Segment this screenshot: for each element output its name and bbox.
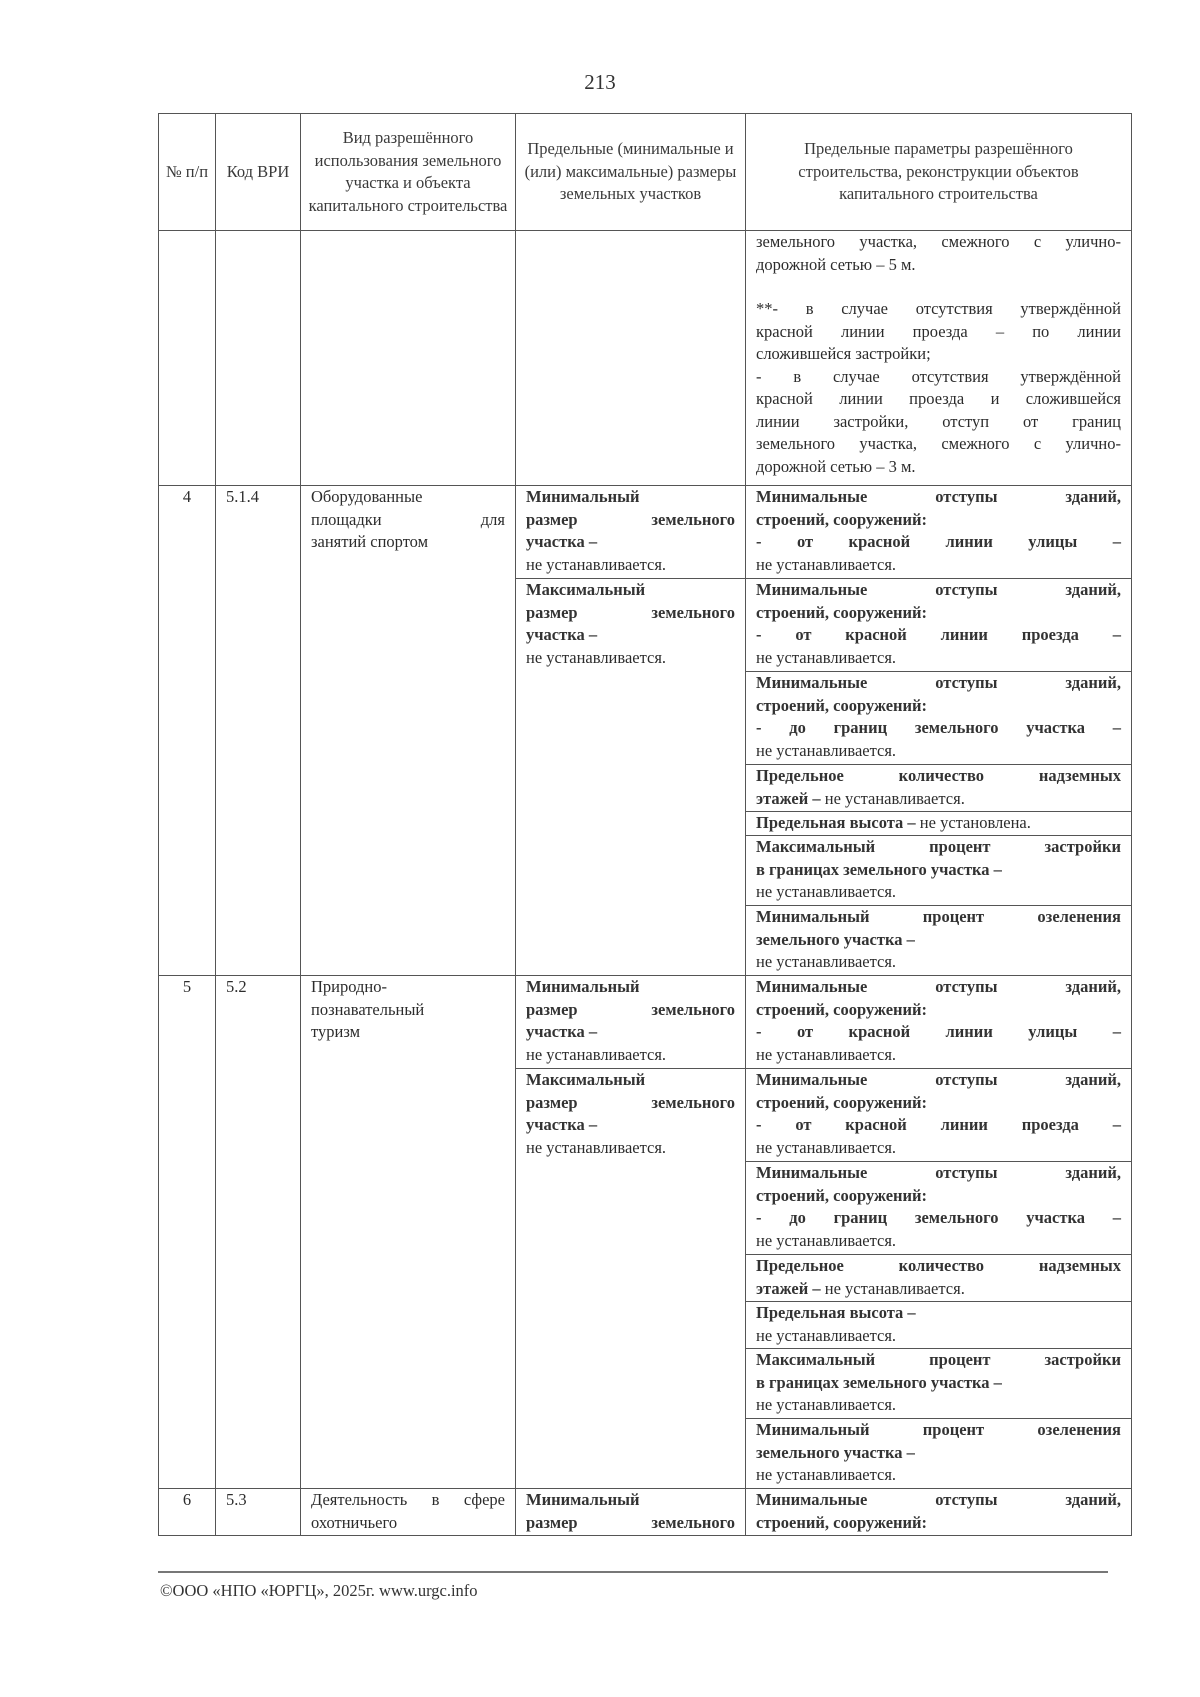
continuation-cell: земельного участка, смежного с улично- дорожной сетью – 5 м. **- в случае отсутствия утверждённой красной линии проезда – по линии сложившейся застройки; - в случае отсутствия утверждённой красной линии проезда и сложившейся линии застройки, отступ от границ земельного участка, смежного с улично- дорожной сетью – 3 м. bbox=[746, 231, 1132, 486]
row-number: 6 bbox=[159, 1489, 216, 1536]
min-plot-size: Минимальный размер земельного bbox=[516, 1489, 746, 1536]
param-setback-boundary: Минимальные отступы зданий, строений, сооружений: - до границ земельного участка – не устанавливается. bbox=[746, 1162, 1132, 1255]
footer-copyright: ©ООО «НПО «ЮРГЦ», 2025г. www.urgc.info bbox=[160, 1581, 478, 1600]
header-code: Код ВРИ bbox=[216, 114, 301, 231]
param-height: Предельная высота – не установлена. bbox=[746, 812, 1132, 836]
row-number: 4 bbox=[159, 486, 216, 976]
header-plot-sizes: Предельные (минимальные и (или) максимальные) размеры земельных участков bbox=[516, 114, 746, 231]
min-plot-size: Минимальный размер земельного участка – не устанавливается. bbox=[516, 486, 746, 579]
header-number: № п/п bbox=[159, 114, 216, 231]
regulations-table bbox=[158, 113, 1132, 1536]
min-plot-size: Минимальный размер земельного участка – не устанавливается. bbox=[516, 976, 746, 1069]
table-row bbox=[159, 486, 1132, 579]
row-code: 5.1.4 bbox=[216, 486, 301, 976]
param-green-percent: Минимальный процент озеленения земельного участка – не устанавливается. bbox=[746, 906, 1132, 976]
param-build-percent: Максимальный процент застройки в границах земельного участка – не устанавливается. bbox=[746, 1349, 1132, 1419]
header-parameters: Предельные параметры разрешённого строительства, реконструкции объектов капитального строительства bbox=[746, 114, 1132, 231]
page-number: 213 bbox=[584, 70, 616, 94]
table-row-continuation bbox=[159, 231, 1132, 486]
max-plot-size: Максимальный размер земельного участка – не устанавливается. bbox=[516, 1069, 746, 1489]
row-use-name: Деятельность в сфере охотничьего bbox=[301, 1489, 516, 1536]
row-use-name: Оборудованные площадки для занятий спортом bbox=[301, 486, 516, 976]
param-green-percent: Минимальный процент озеленения земельного участка – не устанавливается. bbox=[746, 1419, 1132, 1489]
param-setback-street: Минимальные отступы зданий, строений, сооружений: bbox=[746, 1489, 1132, 1536]
table-row bbox=[159, 976, 1132, 1069]
row-use-name: Природно- познавательный туризм bbox=[301, 976, 516, 1489]
param-build-percent: Максимальный процент застройки в границах земельного участка – не устанавливается. bbox=[746, 836, 1132, 906]
param-setback-driveway: Минимальные отступы зданий, строений, сооружений: - от красной линии проезда – не устанавливается. bbox=[746, 579, 1132, 672]
param-setback-street: Минимальные отступы зданий, строений, сооружений: - от красной линии улицы – не устанавливается. bbox=[746, 976, 1132, 1069]
max-plot-size: Максимальный размер земельного участка – не устанавливается. bbox=[516, 579, 746, 976]
param-setback-boundary: Минимальные отступы зданий, строений, сооружений: - до границ земельного участка – не устанавливается. bbox=[746, 672, 1132, 765]
param-floors: Предельное количество надземных этажей – не устанавливается. bbox=[746, 765, 1132, 812]
param-floors: Предельное количество надземных этажей – не устанавливается. bbox=[746, 1255, 1132, 1302]
row-number: 5 bbox=[159, 976, 216, 1489]
param-height: Предельная высота – не устанавливается. bbox=[746, 1302, 1132, 1349]
header-use-type: Вид разрешённого использования земельного участка и объекта капитального строительства bbox=[301, 114, 516, 231]
table-row bbox=[159, 1489, 1132, 1536]
table-header-row bbox=[159, 114, 1132, 231]
row-code: 5.3 bbox=[216, 1489, 301, 1536]
param-setback-street: Минимальные отступы зданий, строений, сооружений: - от красной линии улицы – не устанавливается. bbox=[746, 486, 1132, 579]
param-setback-driveway: Минимальные отступы зданий, строений, сооружений: - от красной линии проезда – не устанавливается. bbox=[746, 1069, 1132, 1162]
footer-divider bbox=[158, 1571, 1108, 1573]
row-code: 5.2 bbox=[216, 976, 301, 1489]
